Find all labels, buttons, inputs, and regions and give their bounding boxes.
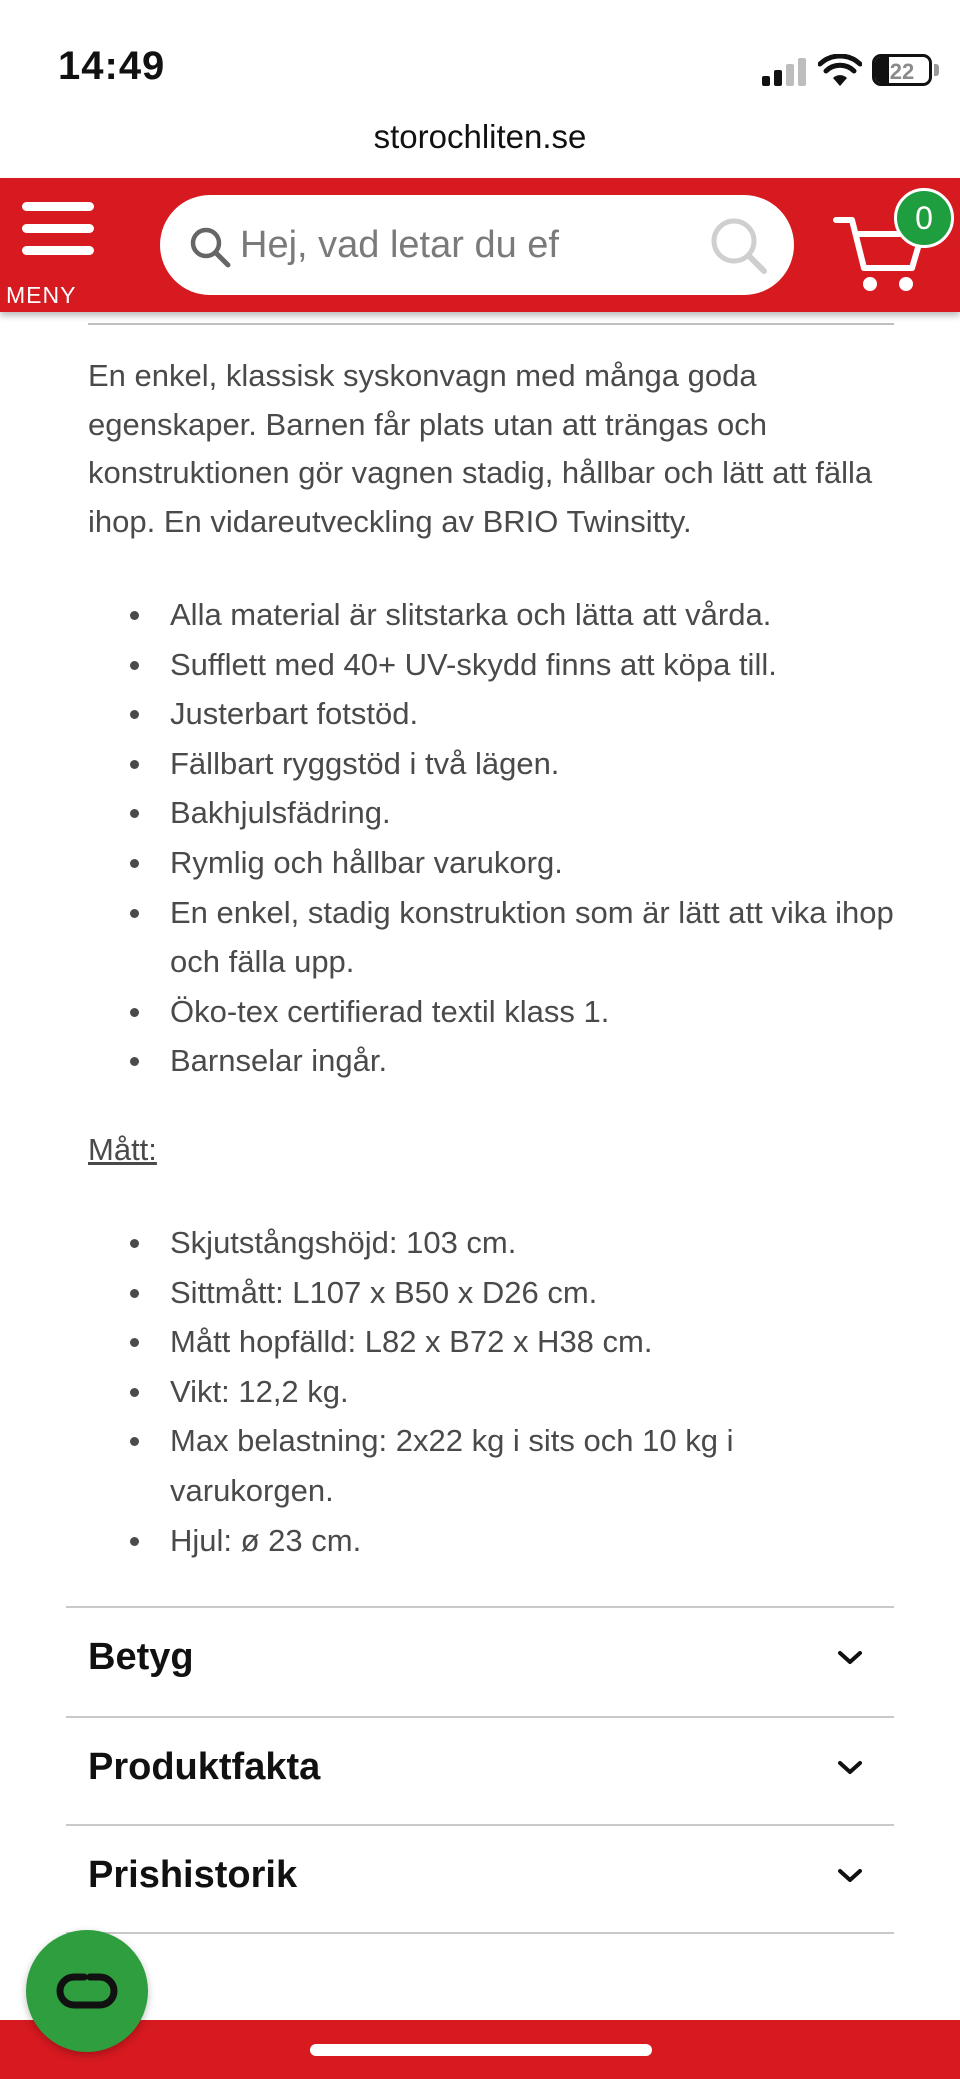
battery-icon [872, 54, 932, 86]
site-header [0, 178, 960, 312]
list-item: Barnselar ingår. [88, 1036, 900, 1086]
list-item: En enkel, stadig konstruktion som är lätt att vika ihop och fälla upp. [88, 888, 900, 987]
accordion-produktfakta[interactable] [66, 1718, 894, 1824]
chevron-down-icon [836, 1758, 864, 1778]
feature-list [88, 590, 900, 1086]
list-item: Mått hopfälld: L82 x B72 x H38 cm. [88, 1317, 900, 1367]
battery-cap [934, 64, 939, 76]
accordion-title: Prishistorik [88, 1854, 298, 1896]
menu-label: MENY [6, 282, 77, 308]
search-bar[interactable] [160, 195, 794, 295]
list-item: Hjul: ø 23 cm. [88, 1516, 900, 1566]
list-item: Bakhjulsfädring. [88, 788, 900, 838]
cellular-signal-icon [762, 60, 806, 86]
list-item: Sittmått: L107 x B50 x D26 cm. [88, 1268, 900, 1318]
cart-count-badge[interactable]: 0 [894, 188, 954, 248]
chevron-down-icon [836, 1866, 864, 1886]
accordion-title: Betyg [88, 1636, 194, 1678]
dimensions-list [88, 1218, 900, 1565]
chat-button[interactable] [26, 1930, 148, 2052]
menu-button[interactable] [18, 202, 100, 294]
dimensions-heading: Mått: [88, 1132, 157, 1167]
list-item: Sufflett med 40+ UV-skydd finns att köpa till. [88, 640, 900, 690]
list-item: Max belastning: 2x22 kg i sits och 10 kg i varukorgen. [88, 1416, 900, 1515]
accordion-title: Produktfakta [88, 1746, 321, 1788]
battery-level: 22 [889, 59, 915, 84]
accordion-divider [66, 1932, 894, 1934]
home-indicator[interactable] [310, 2044, 652, 2056]
status-bar [0, 0, 960, 110]
list-item: Rymlig och hållbar varukorg. [88, 838, 900, 888]
section-divider [88, 323, 894, 325]
list-item: Skjutstångshöjd: 103 cm. [88, 1218, 900, 1268]
accordion-betyg[interactable] [66, 1608, 894, 1714]
list-item: Fällbart ryggstöd i två lägen. [88, 739, 900, 789]
accordion-prishistorik[interactable] [66, 1826, 894, 1932]
list-item: Vikt: 12,2 kg. [88, 1367, 900, 1417]
list-item: Alla material är slitstarka och lätta att vårda. [88, 590, 900, 640]
list-item: Justerbart fotstöd. [88, 689, 900, 739]
list-item: Öko-tex certifierad textil klass 1. [88, 987, 900, 1037]
search-icon [188, 225, 232, 269]
wifi-icon [818, 54, 862, 88]
browser-url[interactable]: storochliten.se [373, 118, 587, 155]
chat-icon [54, 1970, 120, 2012]
menu-icon [22, 202, 94, 211]
search-input[interactable] [240, 215, 640, 275]
chevron-down-icon [836, 1648, 864, 1668]
product-description: En enkel, klassisk syskonvagn med många goda egenskaper. Barnen får plats utan att trängas och konstruktionen gör vagnen stadig, hållbar och lätt att fälla ihop. En vidareutveckling av BRIO Twinsitty. [88, 358, 873, 539]
search-submit-icon[interactable] [708, 215, 770, 277]
status-time: 14:49 [58, 44, 166, 88]
